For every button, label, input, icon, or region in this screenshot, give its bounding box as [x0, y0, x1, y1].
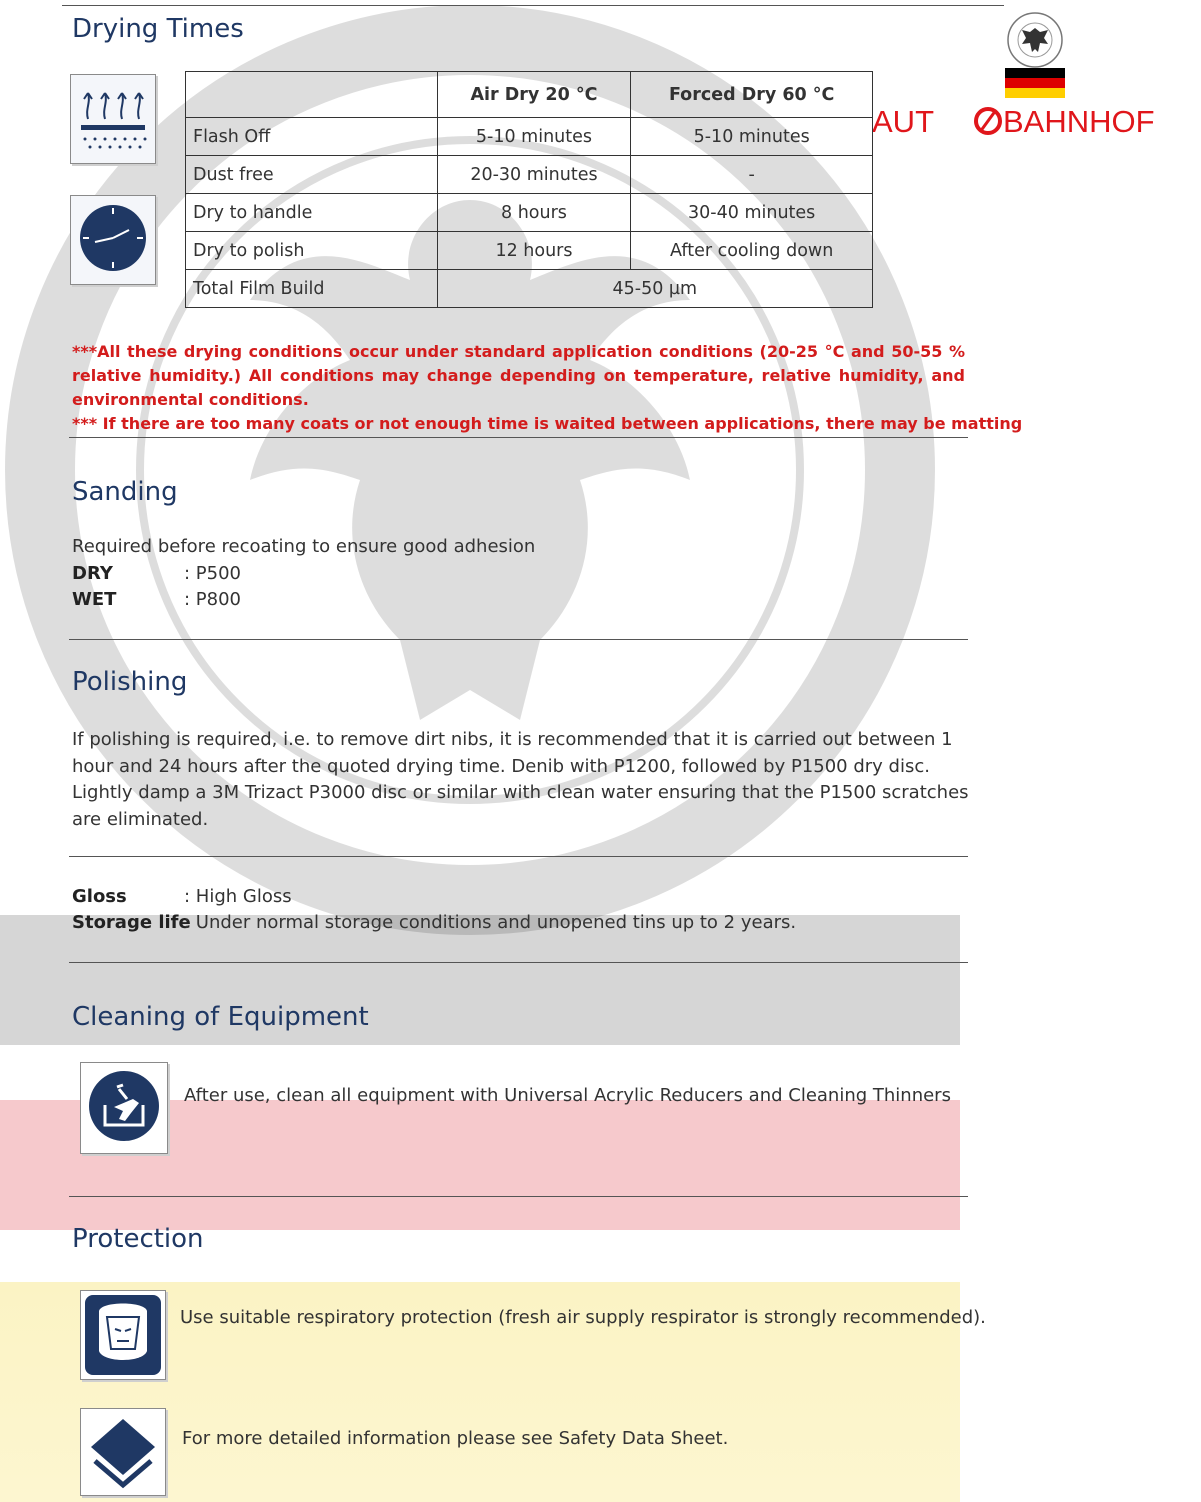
- polishing-line: are eliminated.: [72, 808, 209, 830]
- table-row: [186, 156, 873, 194]
- protection-title: Protection: [72, 1224, 204, 1254]
- table-row: [186, 118, 873, 156]
- respirator-text: Use suitable respiratory protection (fresh air supply respirator is strongly recommended).: [180, 1307, 986, 1328]
- drying-times-table: [185, 71, 873, 308]
- table-header-forced-dry: Forced Dry 60 °C: [631, 72, 873, 118]
- table-row: [186, 232, 873, 270]
- sanding-title: Sanding: [72, 477, 178, 507]
- logo-text-left: AUT: [872, 104, 934, 138]
- drying-note-1: ***All these drying conditions occur under standard application conditions (20-25 °C and 50-55 % relative humidity.) All conditions may change depending on temperature, relative humidity, and environmental conditions.: [72, 342, 965, 409]
- divider: [69, 856, 968, 857]
- forced-dry-value: 5-10 minutes: [631, 118, 873, 156]
- forced-dry-value: After cooling down: [631, 232, 873, 270]
- gloss-label: Gloss: [72, 886, 127, 907]
- autobahnhof-logo: [872, 8, 1201, 138]
- sanding-dry-value: : P500: [184, 563, 241, 584]
- polishing-title: Polishing: [72, 667, 188, 697]
- gloss-value: : High Gloss: [184, 886, 292, 907]
- logo-text-right: BAHNHOF: [1003, 104, 1155, 138]
- air-dry-value: 5-10 minutes: [437, 118, 631, 156]
- drying-times-title: Drying Times: [72, 14, 244, 44]
- sanding-intro: Required before recoating to ensure good adhesion: [72, 536, 536, 557]
- air-dry-value: 20-30 minutes: [437, 156, 631, 194]
- cleaning-text: After use, clean all equipment with Universal Acrylic Reducers and Cleaning Thinners: [184, 1085, 951, 1106]
- table-header-air-dry: Air Dry 20 °C: [437, 72, 631, 118]
- sanding-wet-value: : P800: [184, 589, 241, 610]
- table-header-empty: [186, 72, 438, 118]
- polishing-text: [72, 727, 969, 833]
- sds-text: For more detailed information please see Safety Data Sheet.: [182, 1428, 729, 1449]
- air-dry-value: 12 hours: [437, 232, 631, 270]
- clock-icon: [70, 195, 156, 285]
- divider: [69, 962, 968, 963]
- row-label: Total Film Build: [186, 270, 438, 308]
- forced-dry-value: 30-40 minutes: [631, 194, 873, 232]
- table-header-row: [186, 72, 873, 118]
- cleaning-title: Cleaning of Equipment: [72, 1002, 369, 1032]
- divider: [69, 1196, 968, 1197]
- storage-label: Storage life: [72, 912, 191, 933]
- row-label: Dry to handle: [186, 194, 438, 232]
- row-label: Dust free: [186, 156, 438, 194]
- divider: [69, 437, 968, 438]
- top-rule: [62, 5, 1004, 6]
- polishing-line: If polishing is required, i.e. to remove dirt nibs, it is recommended that it is carried out between 1: [72, 729, 953, 750]
- spray-gun-cleaning-icon: [80, 1062, 168, 1154]
- table-row: [186, 194, 873, 232]
- row-label: Flash Off: [186, 118, 438, 156]
- row-label: Dry to polish: [186, 232, 438, 270]
- respirator-icon: [80, 1290, 166, 1380]
- polishing-line: hour and 24 hours after the quoted drying time. Denib with P1200, followed by P1500 dry disc.: [72, 755, 930, 777]
- storage-value: : Under normal storage conditions and unopened tins up to 2 years.: [184, 912, 797, 933]
- drying-notes: [72, 340, 1023, 436]
- air-dry-value: 8 hours: [437, 194, 631, 232]
- drying-icon: [70, 74, 156, 164]
- drying-note-2: *** If there are too many coats or not enough time is waited between applications, there may be matting: [72, 414, 1023, 433]
- divider: [69, 639, 968, 640]
- sanding-wet-label: WET: [72, 589, 117, 610]
- film-build-value: 45-50 µm: [437, 270, 872, 308]
- sanding-dry-label: DRY: [72, 563, 113, 584]
- safety-data-sheet-icon: [80, 1408, 166, 1496]
- table-row-film-build: [186, 270, 873, 308]
- forced-dry-value: -: [631, 156, 873, 194]
- polishing-line: Lightly damp a 3M Trizact P3000 disc or similar with clean water ensuring that the P1500 scratches: [72, 782, 969, 803]
